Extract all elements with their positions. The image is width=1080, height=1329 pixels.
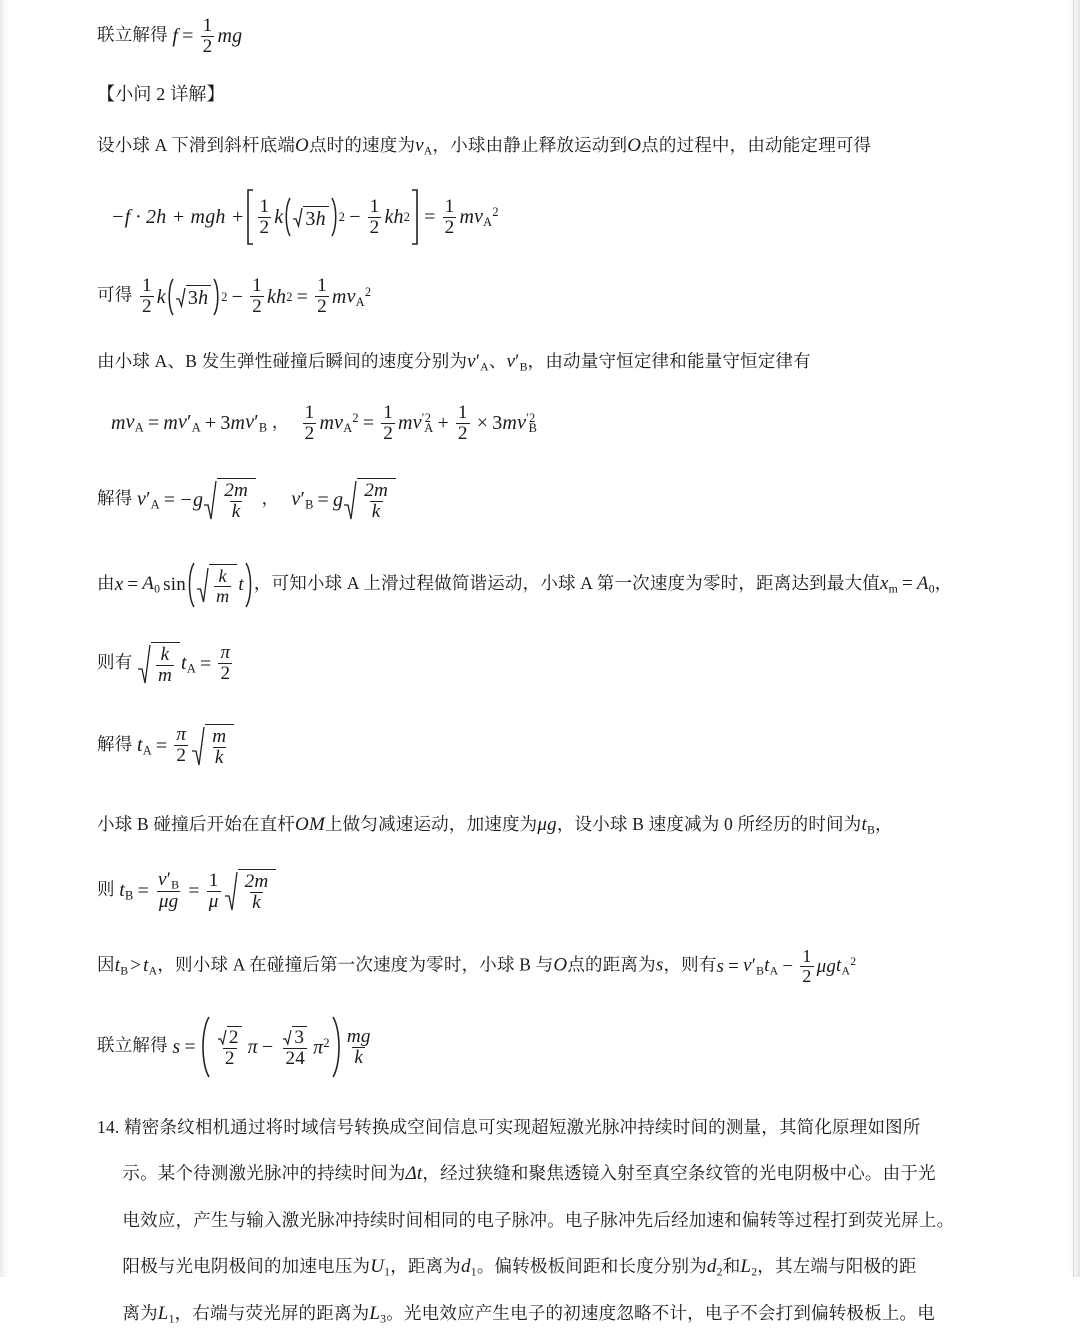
sym-m1: m (111, 412, 126, 435)
label-then: 则有 (97, 651, 133, 672)
text-cmp-1: 因 (97, 954, 115, 975)
fraction-1-over-mu: $\frac{1}{\mu}$ (208, 869, 219, 912)
symbol-point-O-2: O (627, 134, 642, 156)
equation-kede-row (97, 276, 981, 317)
paren-open (283, 197, 292, 237)
label-then-tB: 则 (97, 879, 115, 900)
sym-mug-s: μg (816, 956, 837, 978)
problem-14-text-4c: 。偏转极板间距和长度分别为 (476, 1255, 707, 1276)
symbol-rod-OM: OM (295, 813, 325, 835)
page-right-edge (1068, 0, 1080, 1277)
equals-vB: = (317, 488, 330, 511)
fraction-half-k3: $\frac{1}{2}$ (317, 275, 327, 318)
equation-tA (137, 724, 235, 768)
times-sign: × (476, 412, 489, 435)
sym-tA-sq-s: $t_A^2$ (836, 954, 857, 978)
sym-pi-squared: $\pi^2$ (313, 1035, 330, 1059)
greater-than-sign: > (130, 954, 142, 976)
symbol-v-A-squared: $v_A^2$ (474, 205, 499, 230)
sym-s-cmp: s (655, 954, 664, 976)
paragraph-compare (97, 947, 981, 986)
sqrt-2m-over-k-3 (225, 869, 277, 913)
sqrt-3-final: 3 (283, 1026, 307, 1048)
sym-pi-1: π (247, 1036, 258, 1058)
fraction-k-m: $\frac{k}{m}$ (215, 565, 230, 606)
problem-14-text-2a: 示。某个待测激光脉冲的持续时间为 (122, 1163, 406, 1184)
fraction-half-e1: $\frac{1}{2}$ (304, 401, 315, 444)
symbol-vA: $v_A$ (415, 134, 433, 158)
equation-tB (119, 869, 277, 913)
paren-open-final (200, 1016, 212, 1078)
denominator-mug: μg (158, 890, 179, 912)
problem-14-text-and: 和 (722, 1255, 741, 1276)
coef-3b: 3 (492, 412, 503, 435)
symbol-d1: $d_1$ (461, 1255, 477, 1278)
sqrt-m-over-k (192, 724, 234, 768)
sym-vA-prime-sq: $v^{'2}_A$ (412, 411, 434, 436)
sqrt-2m-over-k-1 (204, 478, 256, 522)
sym-vB-prime-s: $v'_B$ (743, 955, 765, 978)
sqrt-k-over-m (197, 564, 237, 606)
plus-energy: + (437, 412, 449, 435)
page-left-edge (0, 0, 10, 1277)
equation-kede (137, 276, 371, 317)
fraction-mg-over-k (345, 1027, 373, 1068)
num-2m: 2m (224, 479, 249, 501)
symbol-m-kede: m (331, 285, 347, 308)
numerator-sqrt3 (280, 1026, 310, 1048)
equals-sign-2: = (424, 206, 436, 229)
equation-tA-row (97, 724, 981, 768)
equation-kinetic-energy-theorem (111, 188, 499, 246)
fraction-half-k1: $\frac{1}{2}$ (141, 275, 152, 318)
sym-xm: $x_m$ (879, 572, 898, 596)
sym-vA-sq-e1: $v_A^2$ (334, 411, 359, 436)
equals-then: = (199, 652, 212, 675)
bracket-close (410, 188, 420, 246)
sym-A0-b: $A_0$ (916, 572, 935, 596)
exponent-kede-b: 2 (286, 289, 293, 304)
symbol-vA-prime: $v'_A$ (467, 351, 489, 374)
sym-vB-prime-1: $v'_B$ (245, 411, 268, 435)
symbol-d2: $d_2$ (706, 1255, 723, 1278)
numerator-vB-prime: $v'_B$ (158, 869, 180, 892)
fraction-k-m-2: $\frac{k}{m}$ (157, 643, 173, 686)
problem-number-14: 14. (97, 1117, 120, 1137)
den-k: k (231, 500, 241, 522)
sym-A0: $A_0$ (142, 573, 161, 596)
paren-close (330, 197, 339, 237)
minus-final: − (261, 1036, 274, 1058)
fraction-2m-k-3: $\frac{2m}{k}$ (244, 871, 269, 914)
sqrt-2m-over-k-2 (344, 478, 396, 522)
text-shm-lead: 由 (97, 572, 115, 593)
sym-tB-cmp: $t_B$ (114, 954, 129, 977)
equals-kede: = (296, 285, 309, 308)
paren-close-final (330, 1016, 342, 1078)
equation-final-s-row (97, 1016, 981, 1078)
fraction-2m-k-2: $\frac{2m}{k}$ (364, 479, 389, 522)
equals-mom-1: = (147, 412, 160, 435)
text-cmp-4: ，则有 (663, 954, 717, 975)
problem-14-text-4d: ，其左端与阳极的距 (757, 1255, 917, 1276)
problem-14-text-3: 电效应，产生与输入激光脉冲持续时间相同的电子脉冲。电子脉冲先后经加速和偏转等过程打到荧光屏上。 (122, 1209, 955, 1230)
problem-14-text-5b: ，右端与荧光屏的距离为 (174, 1303, 370, 1324)
equation-distance-s (717, 947, 857, 986)
fraction-2m-k-1 (222, 481, 250, 522)
label-combined-solve: 联立解得 (97, 24, 168, 45)
equals-sign: = (182, 25, 194, 48)
sqrt-3h-kede: 3 h (176, 285, 211, 308)
problem-14-text-5a: 离为 (122, 1303, 158, 1324)
fraction-one-half (201, 16, 215, 57)
symbol-L2: $L_2$ (740, 1255, 758, 1278)
comma-sep: ， (271, 412, 290, 432)
fraction-vB-over-mug (156, 870, 181, 912)
problem-14-line-3 (97, 1207, 981, 1234)
equation-tB-row (97, 869, 981, 913)
sym-m-e2: m (398, 412, 413, 435)
symbol-mg: mg (217, 25, 243, 48)
label-solve-tA: 解得 (97, 733, 133, 754)
fraction-half-e3: $\frac{1}{2}$ (457, 401, 468, 444)
equation-kinetic-energy-theorem-row (97, 188, 981, 246)
text-shm-end: ， (934, 572, 953, 593)
sym-x: x (114, 574, 124, 596)
fraction-half-1: $\frac{1}{2}$ (259, 195, 270, 238)
sym-vB-prime-res: $v'_B$ (291, 487, 314, 512)
symbol-vB-prime: $v'_B$ (506, 351, 528, 374)
minus-sign: − (349, 206, 361, 229)
comma-solve: ， (261, 488, 279, 508)
symbol-m: m (459, 206, 475, 229)
sym-m-e3: m (502, 412, 518, 435)
sym-g: g (333, 488, 344, 511)
denominator-k-final: k (354, 1046, 364, 1068)
symbol-h-2: h (393, 206, 404, 229)
bracket-open (245, 188, 255, 246)
symbol-k-kede-2: k (266, 285, 277, 308)
sym-t-shm: t (238, 574, 244, 596)
text-ballb-1: 小球 B 碰撞后开始在直杆 (97, 813, 296, 834)
minus-s: − (782, 956, 794, 978)
problem-14-text-4a: 阳极与光电阴极间的加速电压为 (122, 1255, 371, 1276)
fraction-half-3: $\frac{1}{2}$ (444, 195, 455, 238)
sym-tA-cmp: $t_A$ (143, 954, 158, 977)
equals-tA: = (155, 734, 168, 757)
fraction-pi-2-b: $\frac{\pi}{2}$ (176, 724, 187, 767)
text-cmp-2: ，则小球 A 在碰撞后第一次速度为零时，小球 B 与 (157, 954, 554, 975)
sym-O-cmp: O (553, 954, 568, 976)
text-shm-body: ，可知小球 A 上滑过程做简谐运动，小球 A 第一次速度为零时，距离达到最大值 (253, 572, 880, 593)
label-kede: 可得 (97, 284, 133, 305)
equation-vA-prime (137, 478, 257, 522)
fraction-half-s: $\frac{1}{2}$ (802, 946, 812, 987)
text-ballb-2: 上做匀减速运动，加速度为 (324, 813, 538, 834)
fraction-sqrt2-over-2: $\frac{2}{2}$ (215, 1026, 245, 1069)
text-ballb-3: ，设小球 B 速度减为 0 所经历的时间为 (556, 813, 862, 834)
equation-friction (172, 16, 242, 57)
fraction-sqrt3-over-24: $\frac{3}{24}$ (280, 1026, 310, 1069)
sym-s-final: s (172, 1036, 181, 1058)
symbol-tB: $t_B$ (861, 813, 875, 836)
numerator-sqrt2 (215, 1026, 245, 1048)
equation-shm (115, 562, 254, 608)
fraction-denominator: 2 (202, 35, 213, 57)
equation-solve-velocities-row (97, 478, 981, 522)
equation-conservation-row (97, 403, 981, 444)
symbol-point-O: O (295, 134, 309, 156)
problem-14-line-1 (97, 1114, 981, 1141)
eq-lhs-terms: −f · 2h + mgh + (111, 206, 245, 229)
sqrt-2: 2 (218, 1026, 242, 1048)
equals-vA: = (163, 488, 176, 511)
sym-neg-g: −g (179, 488, 204, 511)
problem-14-text-2b: ，经过狭缝和聚焦透镜入射至真空条纹管的光电阴极中心。由于光 (422, 1163, 936, 1184)
paragraph-setup (97, 131, 981, 161)
fraction-pi-2: $\frac{\pi}{2}$ (220, 642, 231, 685)
paren-open-shm (186, 562, 196, 608)
symbol-k-kede-1: k (156, 285, 166, 308)
paragraph-shm (97, 562, 981, 608)
sym-m-e1: m (319, 412, 335, 435)
label-solve-v: 解得 (97, 487, 133, 508)
sym-vB-prime-sq: $v^{'2}_B$ (517, 411, 538, 436)
equation-vB-prime (291, 478, 397, 522)
text-setup-3: ，小球由静止释放运动到 (432, 134, 628, 155)
problem-14-text-4b: ，距离为 (390, 1255, 462, 1276)
equals-energy: = (362, 412, 375, 435)
plus-mom: + (204, 412, 217, 435)
equals-xm: = (901, 572, 913, 594)
problem-14-line-5 (97, 1299, 981, 1329)
fraction-m-k: $\frac{m}{k}$ (212, 725, 227, 768)
sqrt-k-over-m-2 (138, 642, 180, 686)
problem-14-line-2 (97, 1159, 981, 1188)
sym-vA1: $v_A$ (125, 411, 144, 435)
equals-final: = (184, 1036, 196, 1058)
numerator-mg: mg (346, 1025, 371, 1047)
paren-close-shm (244, 562, 254, 608)
sym-vA1-prime: $v'_A$ (178, 411, 201, 435)
problem-14-text-1: 精密条纹相机通过将时域信号转换成空间信息可实现超短激光脉冲持续时间的测量，其简化原理如图所 (124, 1117, 921, 1137)
function-sin: sin (163, 574, 186, 596)
text-setup-1: 设小球 A 下滑到斜杆底端 (97, 134, 296, 155)
sqrt-3h: 3 h (293, 206, 328, 229)
label-final-combined: 联立解得 (97, 1035, 168, 1056)
page-content (97, 0, 981, 1329)
sym-tA-s: $t_A$ (764, 955, 779, 978)
exponent-2-b: 2 (403, 210, 411, 225)
symbol-delta-t: Δt (405, 1163, 423, 1185)
text-setup-2: 点时的速度为 (308, 134, 416, 155)
text-cmp-3: 点的距离为 (567, 954, 656, 975)
symbol-U1: $U_1$ (370, 1255, 391, 1278)
sym-m2: m (163, 412, 179, 435)
heading-sub-question-2: 【小问 2 详解】 (97, 83, 225, 104)
equals-tB-1: = (137, 880, 149, 903)
text-setup-4: 点的过程中，由动能定理可得 (641, 134, 872, 155)
paren-close-kede (212, 278, 221, 316)
paren-open-kede (166, 278, 175, 316)
equation-final-s (172, 1016, 375, 1078)
symbol-vA-sq-kede: $v_A^2$ (346, 284, 372, 309)
text-separator: 、 (488, 351, 507, 372)
text-ballb-4: ， (875, 813, 893, 834)
sym-m3: m (230, 412, 246, 435)
equation-momentum-conservation (111, 412, 267, 434)
equation-then-row (97, 642, 981, 686)
equals-tB-2: = (188, 880, 200, 903)
sym-vA-prime-res: $v'_A$ (136, 487, 160, 512)
line-combined-f (97, 16, 981, 57)
symbol-L3: $L_3$ (369, 1303, 387, 1326)
pi-numerator: π (220, 642, 231, 664)
sym-tA-then: $t_A$ (181, 651, 196, 676)
equation-energy-conservation (300, 403, 537, 444)
coef-3: 3 (220, 412, 231, 435)
fraction-half-2: $\frac{1}{2}$ (369, 195, 380, 238)
paragraph-elastic-collision (97, 347, 981, 377)
equation-period-quarter (137, 642, 235, 686)
symbol-f: f (172, 25, 179, 48)
problem-14-text-5c: 。光电效应产生电子的初速度忽略不计，电子不会打到偏转极板上。电 (386, 1303, 935, 1324)
symbol-k-1: k (274, 206, 284, 229)
equals-s: = (728, 956, 740, 978)
fraction-half-e2: $\frac{1}{2}$ (383, 401, 394, 444)
minus-kede: − (231, 285, 244, 308)
exponent-kede-a: 2 (221, 289, 228, 304)
text-elastic-1: 由小球 A、B 发生弹性碰撞后瞬间的速度分别为 (97, 351, 468, 372)
symbol-L1: $L_1$ (157, 1303, 175, 1326)
sym-s-eq: s (716, 956, 725, 978)
symbol-k-2: k (384, 206, 394, 229)
fraction-numerator: 1 (202, 15, 213, 36)
symbol-h-kede: h (276, 285, 287, 308)
exponent-2-a: 2 (338, 210, 346, 225)
fraction-half-k2: $\frac{1}{2}$ (252, 275, 262, 318)
equals-shm: = (127, 574, 139, 596)
symbol-mu-g: μg (537, 813, 557, 835)
paragraph-ball-b (97, 810, 981, 840)
text-elastic-2: ，由动量守恒定律和能量守恒定律有 (527, 351, 811, 372)
sym-tA-result: $t_A$ (136, 733, 152, 758)
sym-tB-result: $t_B$ (119, 879, 134, 903)
